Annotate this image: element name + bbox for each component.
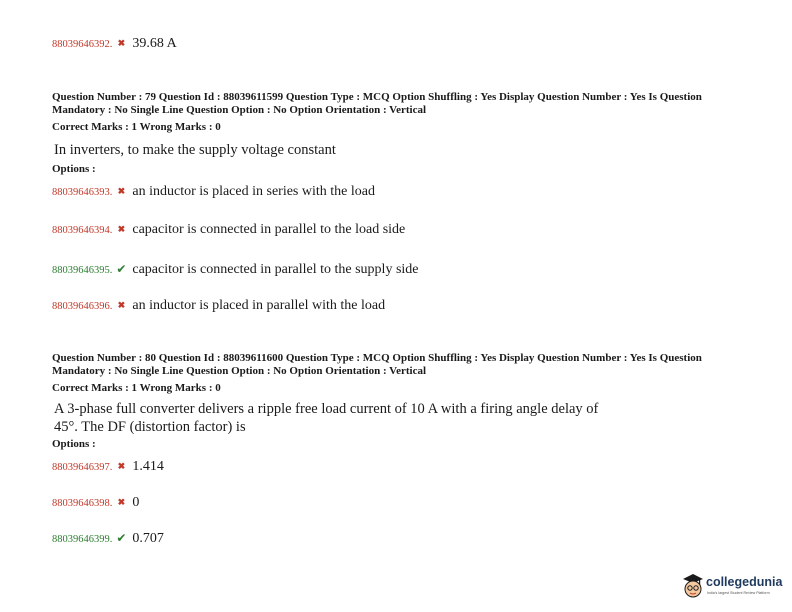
option-text: 0 <box>132 495 140 510</box>
option-row <box>52 260 419 278</box>
option-row <box>52 296 385 314</box>
question-text: A 3-phase full converter delivers a ripple free load current of 10 A with a firing angle delay of 45°. The DF (distortion factor) is <box>54 401 599 435</box>
option-id: 88039646396. <box>52 301 113 312</box>
cross-icon: ✖ <box>117 300 126 310</box>
option-row <box>52 493 139 511</box>
option-id: 88039646398. <box>52 498 113 509</box>
option-row <box>52 457 164 475</box>
cross-icon: ✖ <box>117 461 126 471</box>
question-meta: Question Number : 80 Question Id : 88039611600 Question Type : MCQ Option Shuffling : Yes Display Question Number : Yes Is Question Mandatory : No Single Line Question Option : No Option Orientation : Vertical <box>52 352 702 377</box>
option-text: capacitor is connected in parallel to the supply side <box>132 262 419 277</box>
check-icon: ✔ <box>116 262 127 276</box>
option-text: 39.68 A <box>132 36 177 51</box>
cross-icon: ✖ <box>117 497 126 507</box>
option-text: capacitor is connected in parallel to the load side <box>132 222 406 237</box>
option-id: 88039646393. <box>52 187 113 198</box>
question-marks: Correct Marks : 1 Wrong Marks : 0 <box>52 121 221 133</box>
option-id: 88039646394. <box>52 225 113 236</box>
option-row <box>52 220 405 238</box>
cross-icon: ✖ <box>117 186 126 196</box>
graduate-face-icon <box>682 573 704 599</box>
option-id: 88039646395. <box>52 265 113 276</box>
option-text: an inductor is placed in parallel with the load <box>132 298 386 313</box>
option-row <box>52 182 375 200</box>
collegedunia-logo <box>680 571 786 605</box>
option-row <box>52 529 164 547</box>
option-text: 0.707 <box>132 531 164 546</box>
question-text: In inverters, to make the supply voltage constant <box>54 142 336 158</box>
logo-name: collegedunia <box>706 575 783 589</box>
option-id: 88039646392. <box>52 39 113 50</box>
option-text: an inductor is placed in series with the load <box>132 184 375 199</box>
option-row <box>52 34 177 52</box>
cross-icon: ✖ <box>117 224 126 234</box>
option-text: 1.414 <box>132 459 164 474</box>
cross-icon: ✖ <box>117 38 126 48</box>
logo-tagline: India's largest Student Review Platform <box>707 591 770 595</box>
check-icon: ✔ <box>116 531 127 545</box>
options-label: Options : <box>52 163 96 175</box>
question-marks: Correct Marks : 1 Wrong Marks : 0 <box>52 382 221 394</box>
option-id: 88039646397. <box>52 462 113 473</box>
option-id: 88039646399. <box>52 534 113 545</box>
options-label: Options : <box>52 438 96 450</box>
question-meta: Question Number : 79 Question Id : 88039611599 Question Type : MCQ Option Shuffling : Yes Display Question Number : Yes Is Question Mandatory : No Single Line Question Option : No Option Orientation : Vertical <box>52 91 702 116</box>
